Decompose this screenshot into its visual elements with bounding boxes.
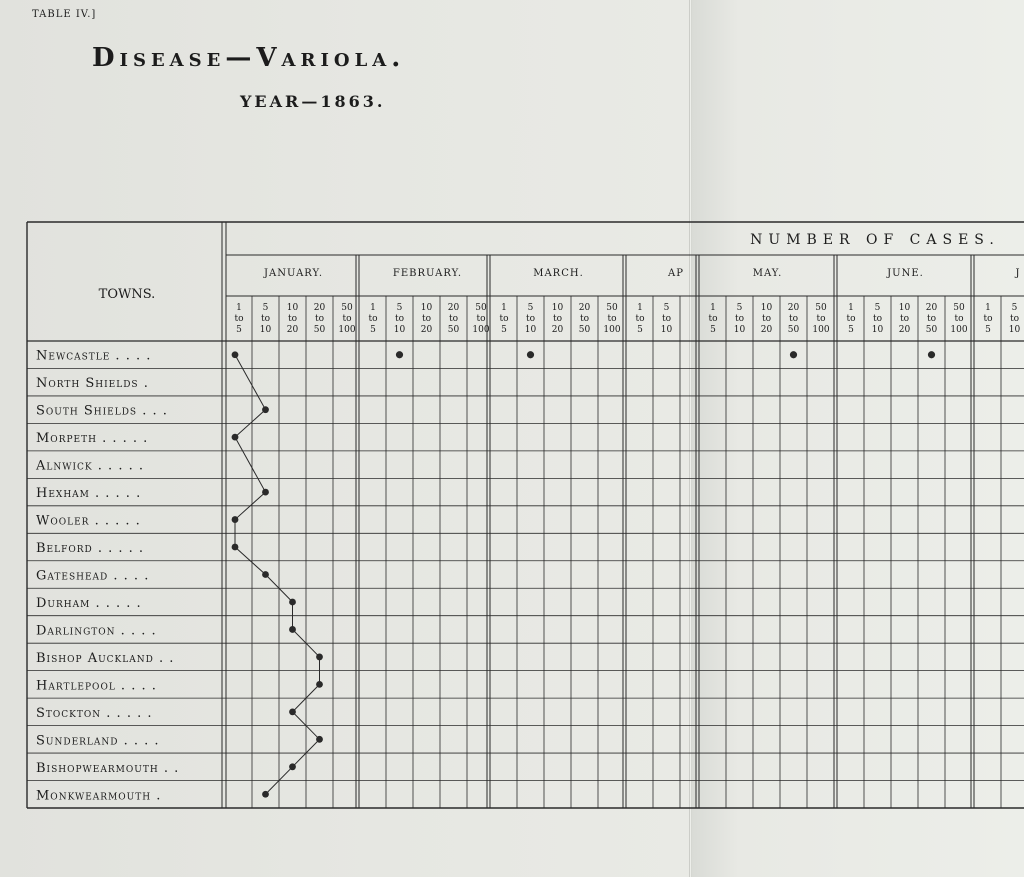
range-to-word: to (525, 314, 536, 324)
range-from-label: 50 (606, 303, 618, 313)
town-name: North Shields . (36, 376, 149, 392)
range-from-label: 1 (848, 303, 854, 313)
range-to-label: 50 (578, 325, 591, 335)
range-from-label: 1 (710, 303, 716, 313)
range-to-word: to (368, 314, 378, 324)
newcastle-data-point (527, 351, 534, 358)
range-from-label: 20 (578, 303, 591, 313)
range-to-label: 20 (286, 325, 299, 335)
range-to-label: 20 (551, 325, 564, 335)
range-to-word: to (234, 314, 244, 324)
range-from-label: 5 (396, 303, 403, 313)
january-data-point (316, 654, 323, 661)
town-name: Hartlepool . . . . (36, 678, 157, 694)
range-from-label: 5 (527, 303, 534, 313)
month-label: J (1015, 268, 1021, 279)
range-to-label: 10 (871, 325, 884, 335)
range-to-word: to (872, 314, 883, 324)
range-from-label: 50 (815, 303, 827, 313)
range-to-label: 100 (338, 325, 356, 335)
month-label: AP (668, 268, 684, 279)
range-from-label: 50 (953, 303, 965, 313)
range-from-label: 50 (341, 303, 353, 313)
range-to-label: 5 (370, 325, 376, 335)
range-to-label: 10 (660, 325, 673, 335)
range-to-label: 100 (603, 325, 621, 335)
range-to-word: to (287, 314, 298, 324)
january-data-point (262, 791, 269, 798)
range-to-word: to (607, 314, 617, 324)
january-data-point (232, 351, 239, 358)
range-from-label: 50 (475, 303, 487, 313)
range-from-label: 5 (1011, 303, 1018, 313)
january-data-point (289, 763, 296, 770)
town-name: Stockton . . . . . (36, 705, 153, 721)
range-to-word: to (260, 314, 271, 324)
range-from-label: 20 (925, 303, 938, 313)
january-data-point (262, 489, 269, 496)
range-from-label: 5 (663, 303, 670, 313)
range-to-word: to (579, 314, 590, 324)
town-name: Morpeth . . . . . (36, 431, 149, 447)
range-to-label: 20 (760, 325, 773, 335)
range-to-word: to (708, 314, 718, 324)
range-to-word: to (816, 314, 826, 324)
range-to-label: 5 (236, 325, 242, 335)
range-to-label: 10 (733, 325, 746, 335)
range-to-label: 100 (472, 325, 490, 335)
range-from-label: 5 (874, 303, 881, 313)
range-to-label: 5 (637, 325, 643, 335)
month-label: JANUARY. (263, 268, 324, 279)
town-name: Monkwearmouth . (36, 788, 162, 804)
town-name: Alnwick . . . . . (36, 458, 144, 474)
range-from-label: 10 (551, 303, 564, 313)
range-to-word: to (476, 314, 486, 324)
towns-header: TOWNS. (98, 287, 156, 302)
range-from-label: 10 (898, 303, 911, 313)
range-to-word: to (635, 314, 645, 324)
month-label: MARCH. (533, 268, 584, 279)
range-to-label: 20 (420, 325, 433, 335)
range-from-label: 1 (370, 303, 376, 313)
range-to-label: 5 (848, 325, 854, 335)
range-to-label: 10 (524, 325, 537, 335)
range-from-label: 10 (420, 303, 433, 313)
month-label: FEBRUARY. (392, 268, 463, 279)
page-title: Disease—Variola. (92, 43, 406, 73)
range-from-label: 10 (760, 303, 773, 313)
range-to-label: 100 (950, 325, 968, 335)
january-data-point (262, 571, 269, 578)
range-to-label: 50 (787, 325, 800, 335)
range-from-label: 1 (637, 303, 643, 313)
range-to-word: to (1009, 314, 1020, 324)
range-to-word: to (342, 314, 352, 324)
town-name: South Shields . . . (36, 403, 168, 419)
range-to-label: 10 (259, 325, 272, 335)
january-data-point (262, 406, 269, 413)
town-name: Durham . . . . . (36, 595, 142, 611)
town-name: Newcastle . . . . (36, 348, 152, 364)
year-subtitle: YEAR—1863. (240, 92, 386, 111)
range-to-word: to (314, 314, 325, 324)
newcastle-data-point (928, 351, 935, 358)
range-from-label: 1 (501, 303, 507, 313)
january-data-point (316, 681, 323, 688)
range-to-label: 5 (501, 325, 507, 335)
range-to-label: 10 (1008, 325, 1021, 335)
range-to-label: 100 (812, 325, 830, 335)
town-name: Sunderland . . . . (36, 733, 160, 749)
town-name: Bishop Auckland . . (36, 650, 175, 666)
range-from-label: 1 (236, 303, 242, 313)
number-of-cases-header: NUMBER OF CASES. (750, 232, 1000, 248)
range-to-word: to (661, 314, 672, 324)
month-label: JUNE. (887, 268, 924, 279)
town-name: Belford . . . . . (36, 541, 145, 557)
range-to-word: to (788, 314, 799, 324)
newcastle-data-point (790, 351, 797, 358)
newcastle-data-point (396, 351, 403, 358)
january-data-point (232, 434, 239, 441)
town-name: Gateshead . . . . (36, 568, 150, 584)
january-data-point (232, 544, 239, 551)
range-to-label: 50 (313, 325, 326, 335)
january-data-point (289, 626, 296, 633)
january-data-point (316, 736, 323, 743)
range-to-word: to (846, 314, 856, 324)
range-to-word: to (421, 314, 432, 324)
range-to-word: to (983, 314, 993, 324)
range-to-word: to (899, 314, 910, 324)
january-data-point (289, 599, 296, 606)
range-to-label: 5 (985, 325, 991, 335)
range-from-label: 5 (262, 303, 269, 313)
range-to-word: to (926, 314, 937, 324)
range-from-label: 5 (736, 303, 743, 313)
range-from-label: 20 (313, 303, 326, 313)
range-to-label: 10 (393, 325, 406, 335)
range-from-label: 20 (787, 303, 800, 313)
town-name: Darlington . . . . (36, 623, 157, 639)
range-to-word: to (954, 314, 964, 324)
range-to-word: to (499, 314, 509, 324)
range-to-word: to (448, 314, 459, 324)
range-to-word: to (761, 314, 772, 324)
month-label: MAY. (752, 268, 783, 279)
january-trend-line (235, 355, 320, 795)
range-from-label: 20 (447, 303, 460, 313)
january-data-point (289, 708, 296, 715)
range-to-label: 50 (447, 325, 460, 335)
january-data-point (232, 516, 239, 523)
town-name: Bishopwearmouth . . (36, 760, 180, 776)
range-to-label: 50 (925, 325, 938, 335)
table-reference: TABLE IV.] (32, 9, 97, 20)
range-from-label: 10 (286, 303, 299, 313)
town-name: Wooler . . . . . (36, 513, 141, 529)
range-to-word: to (552, 314, 563, 324)
range-from-label: 1 (985, 303, 991, 313)
range-to-label: 20 (898, 325, 911, 335)
range-to-word: to (394, 314, 405, 324)
range-to-word: to (734, 314, 745, 324)
range-to-label: 5 (710, 325, 716, 335)
town-name: Hexham . . . . . (36, 486, 142, 502)
